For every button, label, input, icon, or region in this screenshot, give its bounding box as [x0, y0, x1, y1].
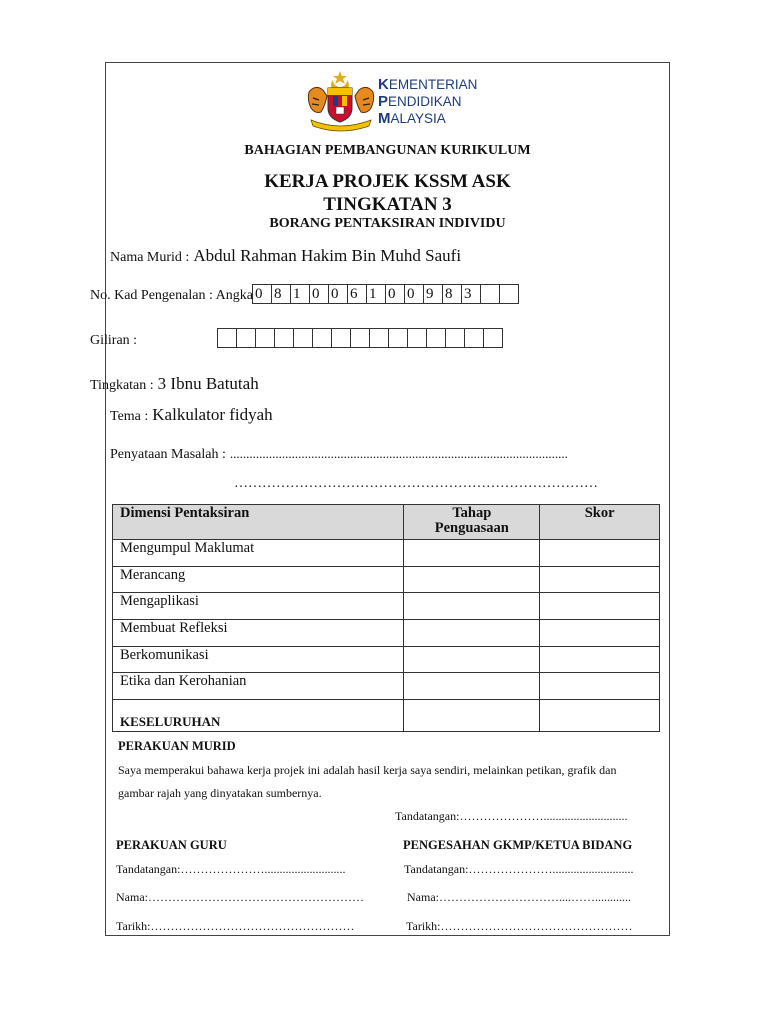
- tingkatan-row: [90, 374, 259, 394]
- pengesahan-heading: PENGESAHAN GKMP/KETUA BIDANG: [403, 838, 633, 852]
- table-row: [113, 593, 660, 620]
- kad-digit-box[interactable]: 0: [252, 284, 272, 304]
- perakuan-murid-text-1: Saya memperakui bahawa kerja projek ini adalah hasil kerja saya sendiri, melainkan petikan, grafik dan: [118, 763, 617, 777]
- penyataan-masalah-label: Penyataan Masalah :: [110, 447, 226, 462]
- tema-value[interactable]: Kalkulator fidyah: [152, 405, 273, 424]
- kad-digit-box[interactable]: 3: [461, 284, 481, 304]
- coat-of-arms-icon: [303, 70, 379, 132]
- tema-label: Tema :: [110, 409, 149, 424]
- perakuan-guru-heading: PERAKUAN GURU: [116, 838, 227, 852]
- nama-murid-label: Nama Murid :: [110, 250, 190, 265]
- skor-cell[interactable]: [540, 673, 660, 700]
- kad-digit-box[interactable]: 1: [366, 284, 386, 304]
- header-tahap: [404, 505, 540, 540]
- giliran-digit-box[interactable]: [236, 328, 256, 348]
- giliran-digit-box[interactable]: [293, 328, 313, 348]
- giliran-digit-box[interactable]: [483, 328, 503, 348]
- skor-cell[interactable]: [540, 593, 660, 620]
- giliran-digit-box[interactable]: [369, 328, 389, 348]
- title-line-2: TINGKATAN 3: [323, 194, 452, 215]
- tingkatan-label: Tingkatan :: [90, 378, 154, 393]
- dimensi-pentaksiran-table: [112, 504, 660, 732]
- pengesahan-nama[interactable]: Nama:…………………………....……............: [407, 890, 631, 904]
- tingkatan-value[interactable]: 3 Ibnu Batutah: [157, 374, 259, 393]
- giliran-digit-box[interactable]: [407, 328, 427, 348]
- table-header-row: [113, 505, 660, 540]
- tema-row: [110, 405, 273, 425]
- giliran-label: Giliran :: [90, 333, 138, 348]
- ministry-name: [378, 76, 477, 127]
- ministry-line-2: PENDIDIKAN: [378, 93, 462, 110]
- giliran-digit-box[interactable]: [388, 328, 408, 348]
- perakuan-murid-signature[interactable]: Tandatangan:…………………............................: [395, 809, 628, 823]
- ministry-line-1: KEMENTERIAN: [378, 76, 478, 93]
- giliran-digit-box[interactable]: [274, 328, 294, 348]
- header-dimensi: Dimensi Pentaksiran: [113, 505, 404, 540]
- perakuan-guru-tandatangan[interactable]: Tandatangan:…………………...........................: [116, 862, 346, 876]
- tahap-cell[interactable]: [404, 620, 540, 647]
- division-heading: BAHAGIAN PEMBANGUNAN KURIKULUM: [244, 143, 531, 158]
- giliran-digit-box[interactable]: [312, 328, 332, 348]
- keseluruhan-label: KESELURUHAN: [113, 700, 404, 732]
- perakuan-murid-text-2: gambar rajah yang dinyatakan sumbernya.: [118, 786, 322, 800]
- title-line-1: KERJA PROJEK KSSM ASK: [264, 171, 511, 192]
- table-row: [113, 540, 660, 567]
- giliran-digit-box[interactable]: [255, 328, 275, 348]
- keseluruhan-tahap-cell[interactable]: [404, 700, 540, 732]
- perakuan-guru-tarikh[interactable]: Tarikh:……………………………………………: [116, 919, 355, 933]
- dimensi-cell: Merancang: [113, 566, 404, 593]
- kad-digit-box[interactable]: [499, 284, 519, 304]
- dimensi-cell: Membuat Refleksi: [113, 620, 404, 647]
- skor-cell[interactable]: [540, 620, 660, 647]
- dimensi-cell: Berkomunikasi: [113, 646, 404, 673]
- giliran-digit-box[interactable]: [217, 328, 237, 348]
- table-row: [113, 673, 660, 700]
- table-row: [113, 646, 660, 673]
- dimensi-cell: Mengaplikasi: [113, 593, 404, 620]
- pengesahan-tandatangan[interactable]: Tandatangan:…………………...........................: [404, 862, 634, 876]
- tahap-cell[interactable]: [404, 593, 540, 620]
- tahap-cell[interactable]: [404, 566, 540, 593]
- skor-cell[interactable]: [540, 646, 660, 673]
- dimensi-cell: Etika dan Kerohanian: [113, 673, 404, 700]
- giliran-digit-box[interactable]: [464, 328, 484, 348]
- tahap-cell[interactable]: [404, 540, 540, 567]
- dimensi-cell: Mengumpul Maklumat: [113, 540, 404, 567]
- keseluruhan-row: [113, 700, 660, 732]
- kad-digit-box[interactable]: 8: [271, 284, 291, 304]
- keseluruhan-skor-cell[interactable]: [540, 700, 660, 732]
- kad-digit-box[interactable]: 6: [347, 284, 367, 304]
- pengesahan-tarikh[interactable]: Tarikh:…………………………………………: [406, 919, 633, 933]
- perakuan-murid-heading: PERAKUAN MURID: [118, 739, 236, 753]
- tahap-cell[interactable]: [404, 673, 540, 700]
- ministry-line-3: MALAYSIA: [378, 110, 446, 127]
- nama-murid-value[interactable]: Abdul Rahman Hakim Bin Muhd Saufi: [193, 246, 462, 265]
- giliran-boxes[interactable]: [218, 328, 503, 348]
- kad-digit-box[interactable]: 0: [309, 284, 329, 304]
- penyataan-masalah-row: [110, 445, 568, 463]
- kad-pengenalan-label: No. Kad Pengenalan : Angka: [90, 288, 253, 303]
- giliran-digit-box[interactable]: [350, 328, 370, 348]
- giliran-digit-box[interactable]: [426, 328, 446, 348]
- kad-digit-box[interactable]: 0: [404, 284, 424, 304]
- giliran-digit-box[interactable]: [445, 328, 465, 348]
- form-subtitle: BORANG PENTAKSIRAN INDIVIDU: [269, 216, 506, 231]
- perakuan-guru-nama[interactable]: Nama:………………………………………………: [116, 890, 364, 904]
- header-tahap-text: Tahap Penguasaan: [434, 505, 509, 536]
- kad-digit-box[interactable]: 1: [290, 284, 310, 304]
- penyataan-masalah-dots-1[interactable]: ........................................................................................................: [229, 446, 568, 461]
- kad-digit-box[interactable]: 8: [442, 284, 462, 304]
- kad-pengenalan-boxes[interactable]: [253, 284, 519, 304]
- nama-murid-row: [110, 246, 461, 266]
- kad-digit-box[interactable]: [480, 284, 500, 304]
- skor-cell[interactable]: [540, 566, 660, 593]
- form-title: [105, 170, 670, 216]
- table-row: [113, 566, 660, 593]
- skor-cell[interactable]: [540, 540, 660, 567]
- giliran-digit-box[interactable]: [331, 328, 351, 348]
- kad-digit-box[interactable]: 9: [423, 284, 443, 304]
- header-skor: Skor: [540, 505, 660, 540]
- table-row: [113, 620, 660, 647]
- kad-digit-box[interactable]: 0: [385, 284, 405, 304]
- tahap-cell[interactable]: [404, 646, 540, 673]
- kad-digit-box[interactable]: 0: [328, 284, 348, 304]
- penyataan-masalah-dots-2[interactable]: ……………………………………………………………………: [234, 476, 598, 491]
